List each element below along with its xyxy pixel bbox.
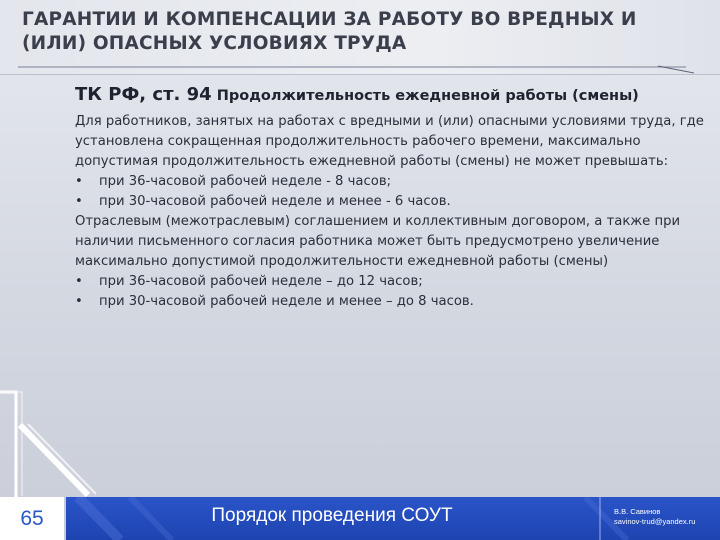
bullet-icon: • xyxy=(75,194,83,209)
bullet-icon: • xyxy=(75,274,83,289)
author-name: В.В. Савинов xyxy=(614,507,661,516)
paragraph-2: Отраслевым (межотраслевым) соглашением и коллективным договором, а также при наличии письменного согласия работника может быть предусмотрено увеличение максимально допустимой продолжительности ежедневной работы (смены) xyxy=(75,214,681,269)
list-item xyxy=(75,292,705,312)
paragraph-1: Для работников, занятых на работах с вредными и (или) опасными условиями труда, где установлена сокращенная продолжительность рабочего времени, максимально допустимая продолжительность ежедневной работы (смены) не может превышать: xyxy=(75,114,704,169)
slide-content xyxy=(75,84,705,312)
article-name: Продолжительность ежедневной работы (смены) xyxy=(211,88,639,104)
author-email: savinov-trud@yandex.ru xyxy=(614,517,696,526)
list-item xyxy=(75,172,705,192)
list-item-text: при 30-часовой рабочей неделе и менее - 6 часов. xyxy=(99,194,451,209)
list-item xyxy=(75,272,705,292)
list-item xyxy=(75,192,705,212)
bullet-icon: • xyxy=(75,294,83,309)
list-item-text: при 36-часовой рабочей неделе - 8 часов; xyxy=(99,174,392,189)
page-number: 65 xyxy=(20,507,44,530)
list-item-text: при 36-часовой рабочей неделе – до 12 часов; xyxy=(99,274,423,289)
footer-author xyxy=(614,507,718,527)
article-number: ТК РФ, ст. 94 xyxy=(75,84,212,105)
article-heading xyxy=(75,84,705,105)
footer-title: Порядок проведения СОУТ xyxy=(211,505,453,526)
bullet-icon: • xyxy=(75,174,83,189)
article-body xyxy=(75,112,705,312)
list-item-text: при 30-часовой рабочей неделе и менее – до 8 часов. xyxy=(99,294,474,309)
slide-title: ГАРАНТИИ И КОМПЕНСАЦИИ ЗА РАБОТУ ВО ВРЕДНЫХ И (ИЛИ) ОПАСНЫХ УСЛОВИЯХ ТРУДА xyxy=(22,9,637,54)
title-underline xyxy=(18,65,708,75)
